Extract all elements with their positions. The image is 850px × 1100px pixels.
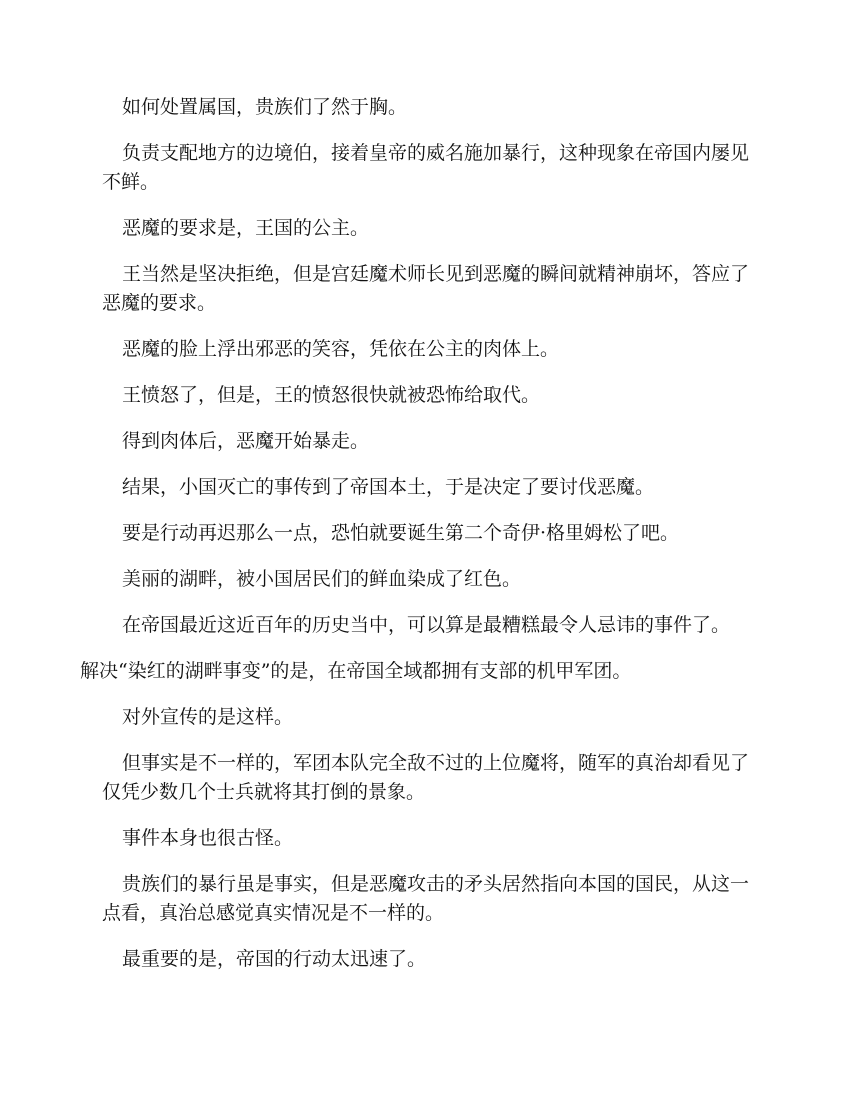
paragraph: 王愤怒了，但是，王的愤怒很快就被恐怖给取代。: [122, 384, 541, 406]
paragraph: 贵族们的暴行虽是事实，但是恶魔攻击的矛头居然指向本国的国民，从这一点看，真治总感觉真实情况是不一样的。: [102, 873, 750, 924]
paragraph: 最重要的是，帝国的行动太迅速了。: [122, 948, 427, 970]
paragraph: 美丽的湖畔，被小国居民们的鲜血染成了红色。: [122, 568, 522, 590]
paragraph: 在帝国最近这近百年的历史当中，可以算是最糟糕最令人忌讳的事件了。: [122, 614, 731, 636]
paragraph: 得到肉体后，恶魔开始暴走。: [122, 430, 370, 452]
paragraph: 但事实是不一样的，军团本队完全敌不过的上位魔将，随军的真治却看见了仅凭少数几个士兵就将其打倒的景象。: [102, 752, 750, 803]
paragraph: 结果，小国灭亡的事传到了帝国本土，于是决定了要讨伐恶魔。: [122, 476, 655, 498]
paragraph: 恶魔的脸上浮出邪恶的笑容，凭依在公主的肉体上。: [122, 338, 560, 360]
paragraph: 王当然是坚决拒绝，但是宫廷魔术师长见到恶魔的瞬间就精神崩坏，答应了恶魔的要求。: [102, 263, 750, 314]
document-body: [80, 93, 762, 991]
paragraph: 恶魔的要求是，王国的公主。: [122, 217, 370, 239]
paragraph: 事件本身也很古怪。: [122, 827, 294, 849]
paragraph: 负责支配地方的边境伯，接着皇帝的威名施加暴行，这种现象在帝国内屡见不鲜。: [102, 142, 750, 193]
paragraph: 如何处置属国，贵族们了然于胸。: [122, 96, 408, 118]
paragraph: 要是行动再迟那么一点，恐怕就要诞生第二个奇伊·格里姆松了吧。: [122, 522, 680, 544]
paragraph-flush: 解决“染红的湖畔事变”的是，在帝国全域都拥有支部的机甲军团。: [80, 660, 632, 682]
paragraph: 对外宣传的是这样。: [122, 706, 294, 728]
